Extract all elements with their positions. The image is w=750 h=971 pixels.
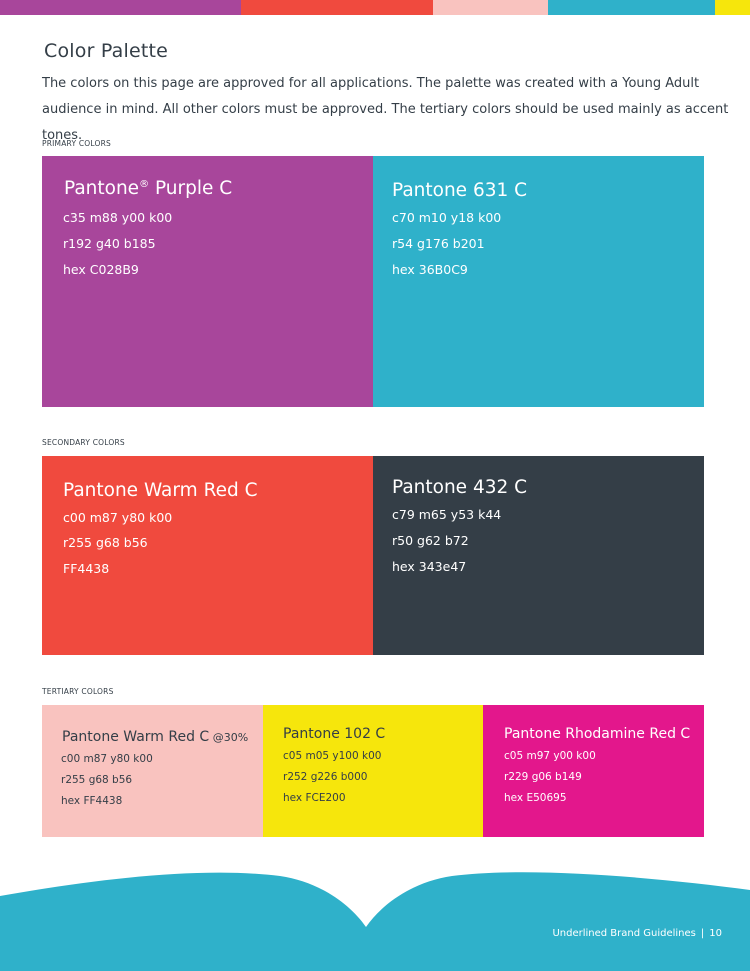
swatch-pantone-432-c [373,456,704,655]
swatch-name: Pantone 432 C [392,477,528,498]
page-footer [552,928,722,939]
swatch-pantone-rhodamine-red-c [483,705,704,837]
footer-text: Underlined Brand Guidelines [552,928,696,939]
footer-wave [0,860,750,971]
swatch-pantone-warm-red-c-30 [42,705,263,837]
swatch-cmyk: c70 m10 y18 k00 [392,210,502,225]
intro-paragraph: The colors on this page are approved for all applications. The palette was created with a Young Adult audience in mind. All other colors must be approved. The tertiary colors should be used mainly as accent tones. [42,76,729,143]
swatch-hex: FF4438 [63,561,110,576]
swatch-hex: hex E50695 [504,792,567,804]
band-yellow [715,0,750,15]
swatch-cmyk: c79 m65 y53 k44 [392,507,502,522]
page-title: Color Palette [44,40,169,62]
swatch-name: Pantone Warm Red C [63,480,258,501]
swatch-cmyk: c00 m87 y80 k00 [63,510,173,525]
swatch-rgb: r192 g40 b185 [63,236,156,251]
swatch-rgb: r229 g06 b149 [504,771,582,783]
top-color-band [0,0,750,15]
swatch-name: Pantone® Purple C [64,178,233,199]
swatch-cmyk: c05 m05 y100 k00 [283,750,382,762]
swatch-hex: hex C028B9 [63,262,139,277]
swatch-hex: hex 343e47 [392,559,467,574]
swatch-cmyk: c35 m88 y00 k00 [63,210,173,225]
swatch-pantone-631-c [373,156,704,407]
swatch-cmyk: c05 m97 y00 k00 [504,750,596,762]
footer-separator: | [700,928,705,939]
swatch-cmyk: c00 m87 y80 k00 [61,753,153,765]
swatch-rgb: r255 g68 b56 [63,535,148,550]
band-pink [433,0,548,15]
swatch-hex: hex 36B0C9 [392,262,468,277]
band-purple [0,0,241,15]
swatch-rgb: r252 g226 b000 [283,771,368,783]
tertiary-colors-label: TERTIARY COLORS [42,687,114,696]
band-red [241,0,433,15]
primary-colors-label: PRIMARY COLORS [42,139,111,148]
swatch-name: Pantone 102 C [283,726,386,742]
swatch-name: Pantone Rhodamine Red C [504,726,691,742]
swatch-pantone-102-c [263,705,483,837]
swatch-rgb: r50 g62 b72 [392,533,469,548]
swatch-name: Pantone 631 C [392,180,528,201]
secondary-colors-label: SECONDARY COLORS [42,438,125,447]
swatch-name: Pantone Warm Red C @30% [62,729,249,745]
swatch-rgb: r54 g176 b201 [392,236,485,251]
page-number: 10 [709,928,722,939]
swatch-hex: hex FCE200 [283,792,346,804]
swatch-pantone-warm-red-c [42,456,373,655]
band-blue [548,0,715,15]
swatch-hex: hex FF4438 [61,795,123,807]
swatch-pantone-purple-c [42,156,373,407]
swatch-rgb: r255 g68 b56 [61,774,133,786]
